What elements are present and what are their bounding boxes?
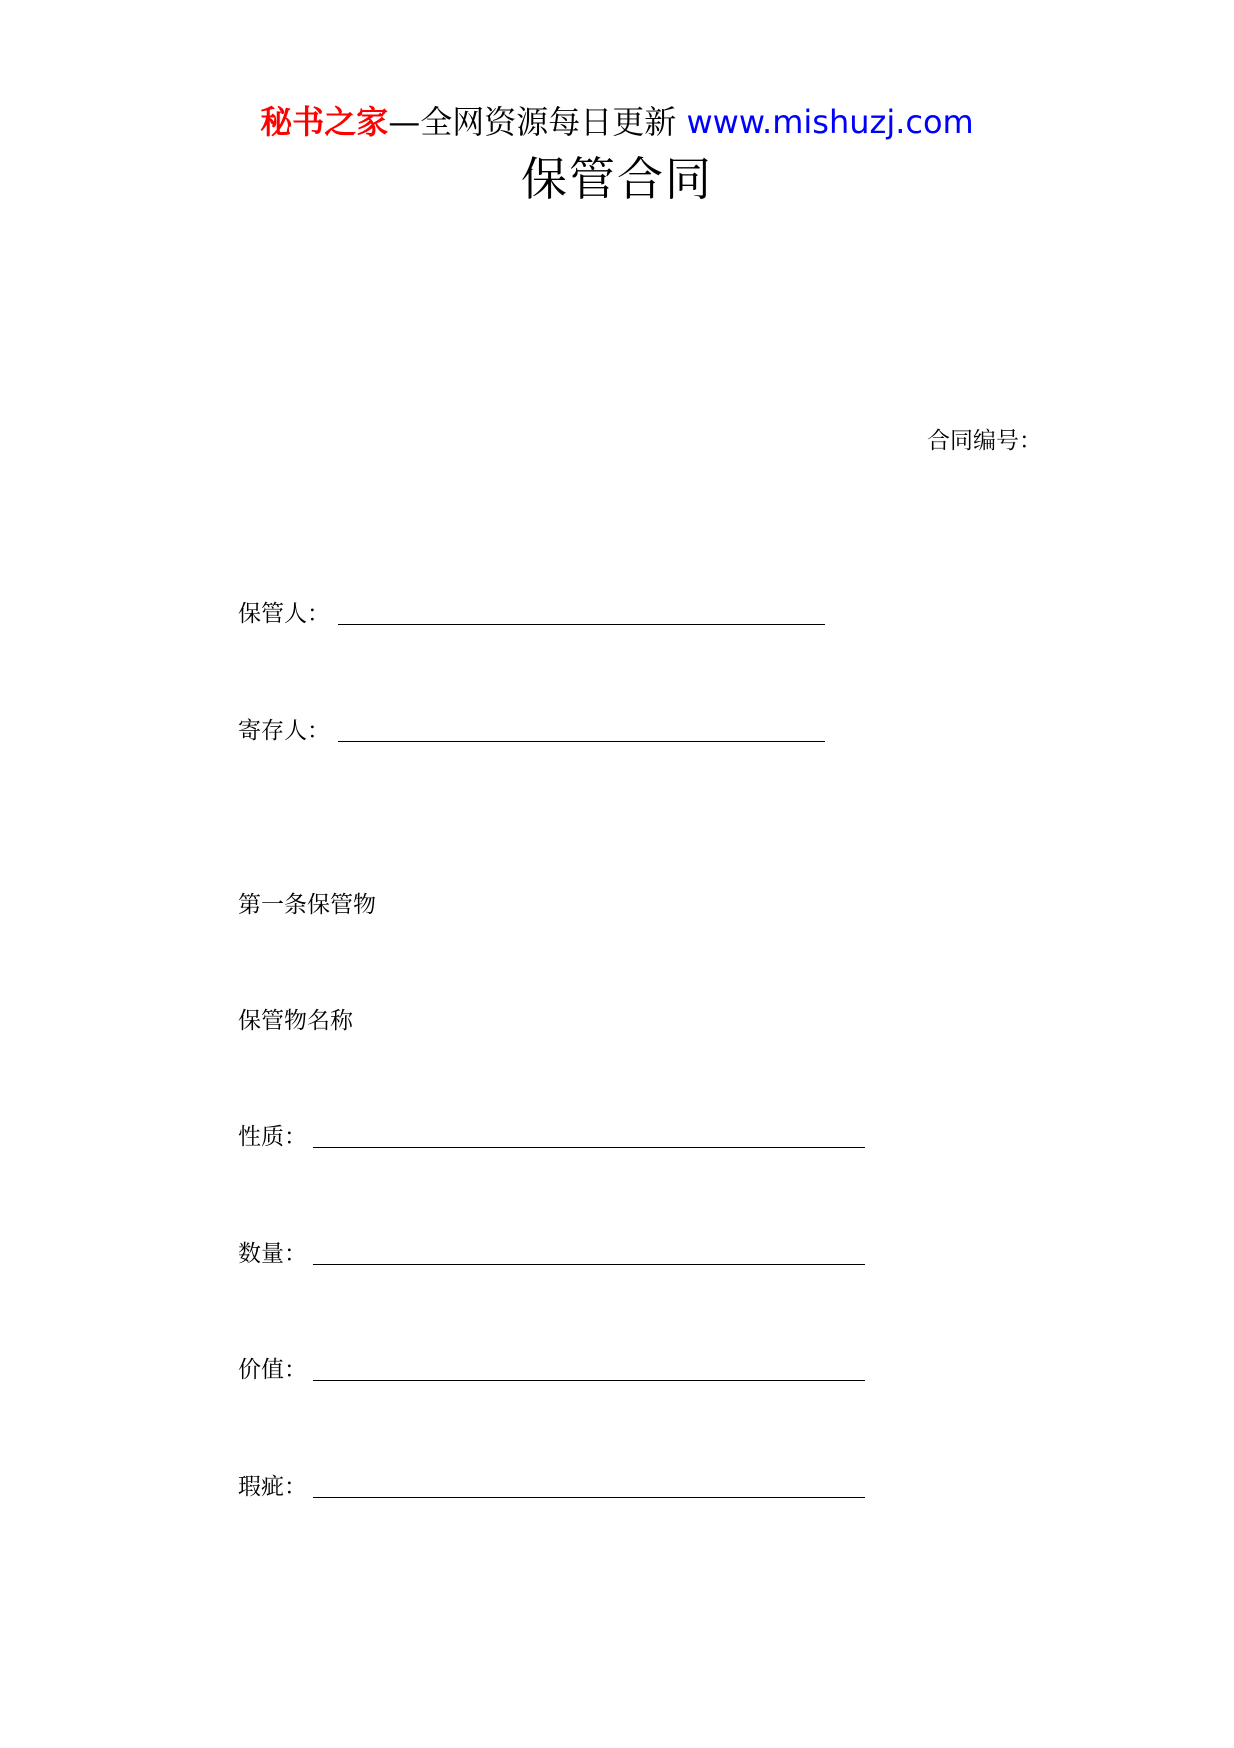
depositor-blank-line[interactable]: [338, 741, 825, 742]
custodian-field: [238, 598, 330, 630]
quantity-blank-line[interactable]: [313, 1264, 865, 1265]
item-name-label: 保管物名称: [238, 1008, 353, 1034]
quantity-field: [238, 1238, 307, 1270]
contract-number-label: 合同编号：: [927, 428, 1042, 454]
site-url-link[interactable]: www.mishuzj.com: [686, 103, 974, 141]
nature-field: [238, 1121, 307, 1153]
nature-blank-line[interactable]: [313, 1147, 865, 1148]
value-blank-line[interactable]: [313, 1380, 865, 1381]
nature-label: 性质：: [238, 1124, 307, 1150]
value-field: [238, 1354, 307, 1386]
brand-name: 秘书之家: [260, 103, 389, 141]
value-label: 价值：: [238, 1357, 307, 1383]
custodian-blank-line[interactable]: [338, 624, 825, 625]
banner-tagline: —全网资源每日更新: [388, 103, 687, 141]
custodian-label: 保管人：: [238, 601, 330, 627]
document-title: 保管合同: [521, 152, 713, 206]
site-banner: [0, 100, 1234, 144]
article-1-heading: 第一条保管物: [238, 892, 376, 918]
depositor-label: 寄存人：: [238, 718, 330, 744]
defects-blank-line[interactable]: [313, 1497, 865, 1498]
quantity-label: 数量：: [238, 1241, 307, 1267]
defects-field: [238, 1471, 307, 1503]
depositor-field: [238, 715, 330, 747]
defects-label: 瑕疵：: [238, 1474, 307, 1500]
